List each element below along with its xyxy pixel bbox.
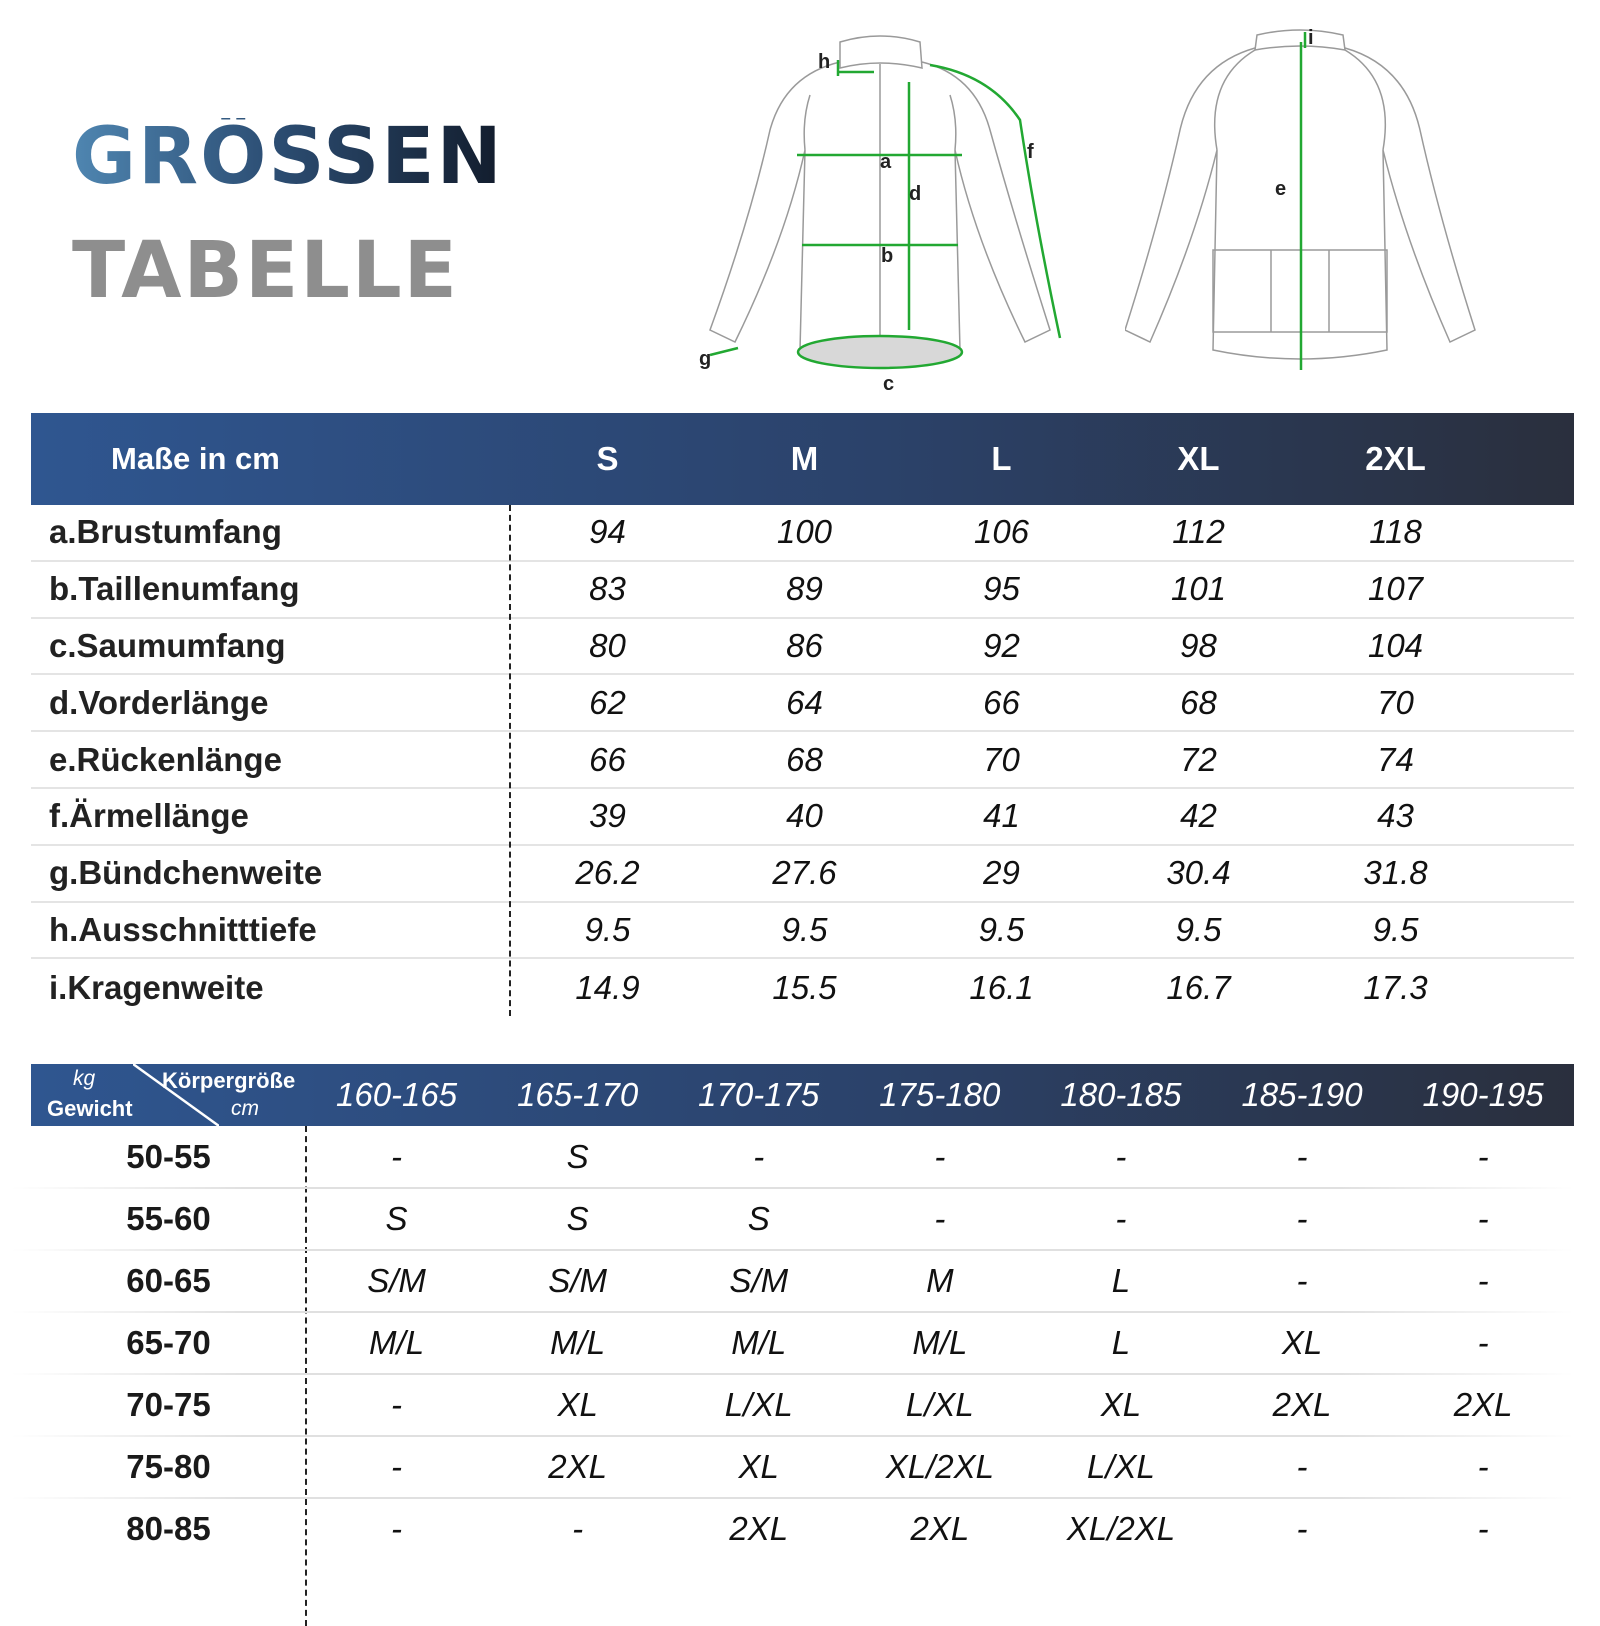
height-range-header: 180-185 bbox=[1060, 1076, 1182, 1113]
size-cell: S bbox=[385, 1200, 408, 1237]
measurement-row bbox=[31, 562, 1574, 619]
measurement-value: 70 bbox=[983, 740, 1020, 778]
measurement-value: 14.9 bbox=[575, 968, 640, 1006]
size-cell: - bbox=[1296, 1448, 1308, 1485]
weight-range: 50-55 bbox=[126, 1138, 211, 1175]
size-cell: - bbox=[1477, 1324, 1489, 1361]
measurement-value: 70 bbox=[1377, 683, 1414, 721]
height-range-header: 160-165 bbox=[335, 1076, 458, 1113]
weight-label: Gewicht bbox=[47, 1096, 133, 1121]
label-h: h bbox=[818, 51, 831, 73]
measurement-value: 104 bbox=[1367, 626, 1424, 664]
height-range-header: 170-175 bbox=[698, 1076, 820, 1113]
measurement-value: 62 bbox=[589, 683, 626, 721]
height-label: Körpergröße bbox=[162, 1068, 296, 1093]
size-cell: XL bbox=[738, 1448, 779, 1485]
size-cell: M/L bbox=[912, 1324, 968, 1361]
size-cell: 2XL bbox=[729, 1510, 789, 1547]
measurement-value: 41 bbox=[983, 797, 1020, 835]
label-d: d bbox=[909, 183, 922, 205]
weight-range: 75-80 bbox=[126, 1448, 211, 1485]
size-header: M bbox=[790, 440, 819, 477]
size-cell: - bbox=[1115, 1138, 1127, 1175]
size-header: L bbox=[991, 440, 1012, 477]
height-range-header: 190-195 bbox=[1422, 1076, 1544, 1113]
measurement-row bbox=[31, 619, 1574, 676]
size-cell: - bbox=[1296, 1262, 1308, 1299]
measurement-value: 26.2 bbox=[575, 854, 640, 892]
measurement-value: 16.7 bbox=[1166, 968, 1231, 1006]
size-row bbox=[31, 1374, 1574, 1436]
size-cell: - bbox=[391, 1138, 403, 1175]
size-cell: - bbox=[1477, 1510, 1489, 1547]
label-c: c bbox=[883, 373, 895, 395]
height-range-header: 175-180 bbox=[879, 1076, 1001, 1113]
measurement-value: 43 bbox=[1377, 797, 1414, 835]
measurement-value: 74 bbox=[1377, 740, 1414, 778]
weight-range: 60-65 bbox=[126, 1262, 211, 1299]
size-cell: S bbox=[747, 1200, 770, 1237]
measurement-value: 64 bbox=[786, 683, 823, 721]
measurement-body bbox=[31, 505, 1574, 1016]
weight-range: 80-85 bbox=[126, 1510, 211, 1547]
size-cell: L/XL bbox=[905, 1386, 974, 1423]
size-cell: - bbox=[1477, 1262, 1489, 1299]
size-cell: - bbox=[1296, 1200, 1308, 1237]
measurement-value: 40 bbox=[786, 797, 823, 835]
measurement-value: 9.5 bbox=[781, 910, 828, 948]
size-cell: - bbox=[391, 1510, 403, 1547]
measurement-value: 31.8 bbox=[1363, 854, 1428, 892]
measurement-row bbox=[31, 789, 1574, 846]
size-recommendation-table bbox=[31, 1064, 1574, 1560]
measurement-value: 118 bbox=[1369, 513, 1422, 551]
measurement-row bbox=[31, 903, 1574, 960]
label-g: g bbox=[699, 348, 712, 370]
size-row bbox=[31, 1126, 1574, 1188]
size-cell: M/L bbox=[550, 1324, 606, 1361]
measurement-value: 100 bbox=[776, 513, 833, 551]
measurement-value: 86 bbox=[786, 626, 823, 664]
height-range-header: 165-170 bbox=[517, 1076, 639, 1113]
measurement-row bbox=[31, 505, 1574, 562]
size-recommendation-body bbox=[31, 1126, 1574, 1560]
measurement-row bbox=[31, 959, 1574, 1016]
measurement-value: 42 bbox=[1180, 797, 1217, 835]
size-cell: M/L bbox=[731, 1324, 787, 1361]
height-unit: cm bbox=[231, 1097, 259, 1120]
weight-range: 55-60 bbox=[126, 1200, 211, 1237]
size-cell: 2XL bbox=[548, 1448, 607, 1485]
measurement-label: e.Rückenlänge bbox=[49, 740, 282, 778]
height-range-header: 185-190 bbox=[1241, 1076, 1363, 1113]
label-i: i bbox=[1308, 27, 1314, 49]
size-row bbox=[31, 1436, 1574, 1498]
size-cell: XL bbox=[1281, 1324, 1323, 1361]
measurement-table bbox=[31, 413, 1574, 1016]
title-line-2: TABELLE bbox=[72, 226, 459, 316]
size-cell: - bbox=[1296, 1138, 1308, 1175]
measurement-value: 9.5 bbox=[978, 910, 1025, 948]
measurement-value: 107 bbox=[1367, 570, 1424, 608]
measurement-value: 98 bbox=[1180, 626, 1217, 664]
weight-unit: kg bbox=[73, 1067, 96, 1090]
size-cell: L/XL bbox=[724, 1386, 793, 1423]
size-cell: M bbox=[926, 1262, 954, 1299]
measurement-header bbox=[31, 413, 1574, 505]
measurement-value: 9.5 bbox=[1372, 910, 1419, 948]
measurement-label: i.Kragenweite bbox=[49, 968, 264, 1006]
size-cell: 2XL bbox=[910, 1510, 970, 1547]
measurement-label: d.Vorderlänge bbox=[49, 683, 269, 721]
size-cell: - bbox=[1477, 1448, 1489, 1485]
size-cell: 2XL bbox=[1272, 1386, 1332, 1423]
measurement-value: 17.3 bbox=[1363, 968, 1428, 1006]
measurement-header-label: Maße in cm bbox=[111, 441, 280, 476]
size-cell: S/M bbox=[729, 1262, 789, 1299]
measurement-value: 16.1 bbox=[969, 968, 1034, 1006]
measurement-row bbox=[31, 675, 1574, 732]
measurement-row bbox=[31, 732, 1574, 789]
size-header: S bbox=[596, 440, 619, 477]
size-cell: XL bbox=[1100, 1386, 1142, 1423]
measurement-value: 27.6 bbox=[772, 854, 837, 892]
size-cell: M/L bbox=[369, 1324, 425, 1361]
size-row bbox=[31, 1250, 1574, 1312]
measurement-value: 83 bbox=[589, 570, 626, 608]
size-row bbox=[31, 1498, 1574, 1560]
label-a: a bbox=[880, 151, 892, 173]
size-cell: XL bbox=[557, 1386, 598, 1423]
back-jersey-diagram bbox=[1125, 20, 1485, 380]
measurement-value: 94 bbox=[589, 513, 626, 551]
measurement-label: a.Brustumfang bbox=[49, 513, 282, 551]
size-cell: S bbox=[566, 1138, 589, 1175]
measurement-value: 89 bbox=[786, 570, 823, 608]
size-cell: S bbox=[566, 1200, 589, 1237]
measurement-value: 9.5 bbox=[1175, 910, 1222, 948]
measurement-label: b.Taillenumfang bbox=[49, 570, 300, 608]
measurement-label: f.Ärmellänge bbox=[49, 797, 249, 835]
measurement-value: 112 bbox=[1172, 513, 1225, 551]
size-header: XL bbox=[1177, 440, 1220, 477]
measurement-label: g.Bündchenweite bbox=[49, 854, 323, 892]
size-cell: - bbox=[391, 1448, 403, 1485]
size-cell: - bbox=[1477, 1200, 1489, 1237]
measurement-value: 106 bbox=[973, 513, 1030, 551]
measurement-value: 9.5 bbox=[584, 910, 631, 948]
weight-range: 65-70 bbox=[126, 1324, 211, 1361]
measurement-label: c.Saumumfang bbox=[49, 626, 286, 664]
size-recommendation-header bbox=[31, 1064, 1574, 1126]
measurement-value: 80 bbox=[589, 626, 626, 664]
size-row bbox=[31, 1312, 1574, 1374]
measurement-value: 95 bbox=[983, 570, 1020, 608]
measurement-value: 66 bbox=[589, 740, 626, 778]
size-row bbox=[31, 1188, 1574, 1250]
column-divider bbox=[509, 505, 511, 1016]
measurement-value: 92 bbox=[983, 626, 1020, 664]
label-b: b bbox=[881, 245, 894, 267]
size-cell: L bbox=[1111, 1324, 1131, 1361]
size-cell: - bbox=[934, 1200, 946, 1237]
size-cell: XL/2XL bbox=[1066, 1510, 1176, 1547]
measurement-value: 101 bbox=[1170, 570, 1227, 608]
size-cell: - bbox=[391, 1386, 403, 1423]
measurement-label: h.Ausschnitttiefe bbox=[49, 910, 317, 948]
title-line-1: GRÖSSEN bbox=[72, 112, 504, 202]
measurement-value: 29 bbox=[983, 854, 1020, 892]
measurement-value: 15.5 bbox=[772, 968, 837, 1006]
size-cell: - bbox=[753, 1138, 765, 1175]
measurement-value: 72 bbox=[1180, 740, 1217, 778]
measurement-value: 39 bbox=[589, 797, 626, 835]
label-e: e bbox=[1275, 178, 1287, 200]
measurement-value: 68 bbox=[786, 740, 823, 778]
measurement-value: 68 bbox=[1180, 683, 1217, 721]
size-cell: - bbox=[934, 1138, 946, 1175]
weight-range: 70-75 bbox=[126, 1386, 211, 1423]
size-cell: L/XL bbox=[1086, 1448, 1155, 1485]
measurement-value: 30.4 bbox=[1166, 854, 1231, 892]
size-cell: L bbox=[1111, 1262, 1131, 1299]
size-cell: S/M bbox=[548, 1262, 607, 1299]
size-cell: S/M bbox=[367, 1262, 426, 1299]
measurement-value: 66 bbox=[983, 683, 1020, 721]
front-jersey-diagram bbox=[690, 20, 1110, 400]
size-cell: - bbox=[572, 1510, 584, 1547]
size-cell: - bbox=[1115, 1200, 1127, 1237]
size-cell: XL/2XL bbox=[885, 1448, 994, 1485]
header-corner-cell bbox=[31, 1064, 306, 1126]
size-cell: - bbox=[1477, 1138, 1489, 1175]
size-header: 2XL bbox=[1365, 440, 1426, 477]
size-cell: 2XL bbox=[1453, 1386, 1513, 1423]
measurement-row bbox=[31, 846, 1574, 903]
label-f: f bbox=[1027, 141, 1034, 163]
size-cell: - bbox=[1296, 1510, 1308, 1547]
